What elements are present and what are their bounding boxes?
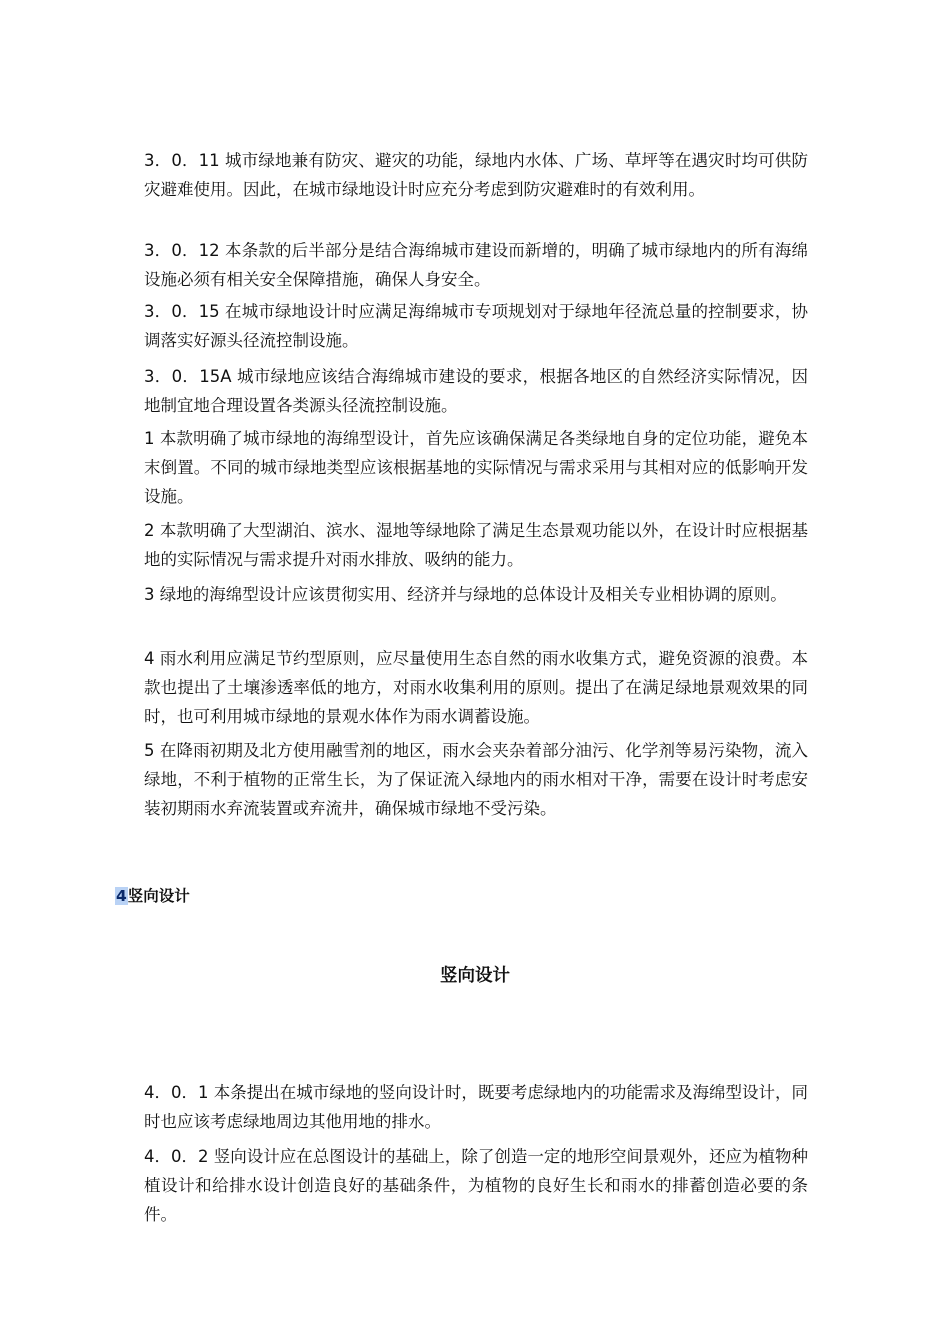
paragraph-item-4: 4 雨水利用应满足节约型原则，应尽量使用生态自然的雨水收集方式，避免资源的浪费。本款也提出了土壤渗透率低的地方，对雨水收集利用的原则。提出了在满足绿地景观效果的同时，也可利用城市绿地的景观水体作为雨水调蓄设施。 <box>144 649 808 726</box>
paragraph-item-3: 3 绿地的海绵型设计应该贯彻实用、经济并与绿地的总体设计及相关专业相协调的原则。 <box>144 585 787 604</box>
paragraph-item-1: 1 本款明确了城市绿地的海绵型设计，首先应该确保满足各类绿地自身的定位功能，避免本末倒置。不同的城市绿地类型应该根据基地的实际情况与需求采用与其相对应的低影响开发设施。 <box>144 429 808 506</box>
paragraph-item-2: 2 本款明确了大型湖泊、滨水、湿地等绿地除了满足生态景观功能以外，在设计时应根据基地的实际情况与需求提升对雨水排放、吸纳的能力。 <box>144 521 808 569</box>
paragraph-3-0-15a: 3．0．15A 城市绿地应该结合海绵城市建设的要求，根据各地区的自然经济实际情况，因地制宜地合理设置各类源头径流控制设施。 <box>144 367 808 415</box>
section-heading-title: 竖向设计 <box>127 887 190 905</box>
paragraph-4-0-2: 4．0．2 竖向设计应在总图设计的基础上，除了创造一定的地形空间景观外，还应为植物种植设计和给排水设计创造良好的基础条件，为植物的良好生长和雨水的排蓄创造必要的条件。 <box>144 1147 808 1224</box>
section-heading[interactable] <box>115 884 190 908</box>
paragraph-item-5: 5 在降雨初期及北方使用融雪剂的地区，雨水会夹杂着部分油污、化学剂等易污染物，流入绿地，不利于植物的正常生长，为了保证流入绿地内的雨水相对干净，需要在设计时考虑安装初期雨水弃流装置或弃流井，确保城市绿地不受污染。 <box>144 741 808 818</box>
paragraph-3-0-11: 3．0．11 城市绿地兼有防灾、避灾的功能，绿地内水体、广场、草坪等在遇灾时均可供防灾避难使用。因此，在城市绿地设计时应充分考虑到防灾避难时的有效利用。 <box>144 151 808 199</box>
section-heading-number: 4 <box>116 887 127 905</box>
paragraph-3-0-15: 3．0．15 在城市绿地设计时应满足海绵城市专项规划对于绿地年径流总量的控制要求，协调落实好源头径流控制设施。 <box>144 302 808 350</box>
paragraph-3-0-12: 3．0．12 本条款的后半部分是结合海绵城市建设而新增的，明确了城市绿地内的所有海绵设施必须有相关安全保障措施，确保人身安全。 <box>144 241 808 289</box>
section-title: 竖向设计 <box>440 966 510 986</box>
paragraph-4-0-1: 4．0．1 本条提出在城市绿地的竖向设计时，既要考虑绿地内的功能需求及海绵型设计，同时也应该考虑绿地周边其他用地的排水。 <box>144 1083 808 1131</box>
